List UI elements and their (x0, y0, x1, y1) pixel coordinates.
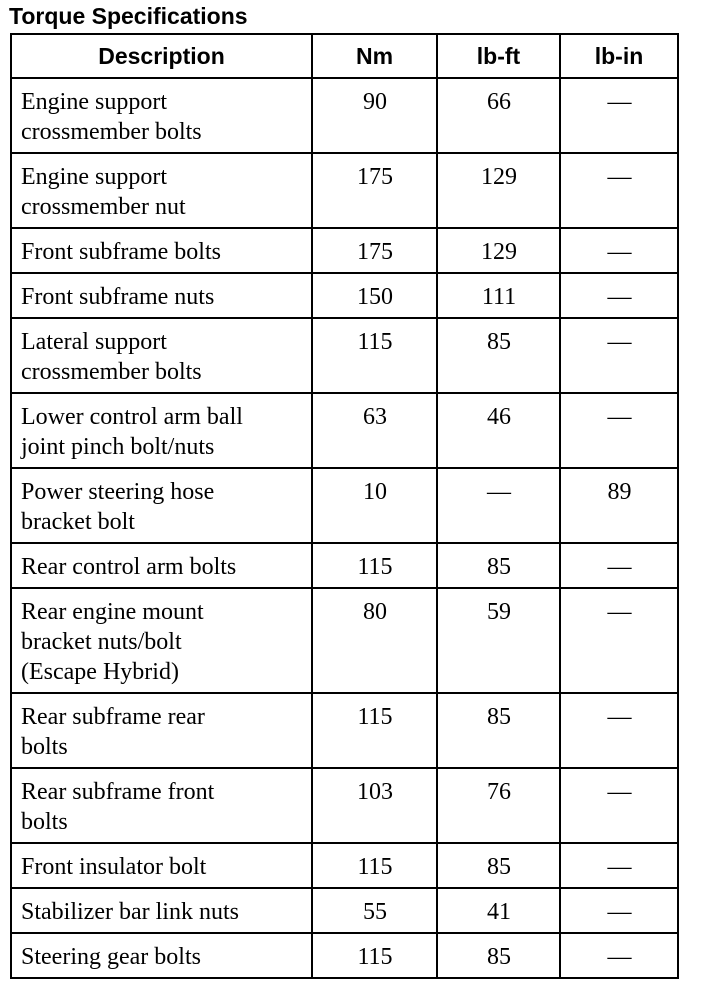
lb-ft-cell: 76 (437, 768, 560, 843)
description-line: Front subframe bolts (21, 239, 221, 265)
lb-in-cell: — (560, 588, 678, 693)
header-lb-in: lb-in (560, 34, 678, 78)
lb-ft-cell: 85 (437, 318, 560, 393)
description-line: bracket nuts/bolt (21, 629, 182, 655)
description-line: Engine support (21, 164, 167, 190)
description-line: Lower control arm ball (21, 404, 243, 430)
description-cell (11, 843, 312, 888)
table-row (11, 543, 678, 588)
table-row (11, 888, 678, 933)
nm-cell: 55 (312, 888, 437, 933)
description-line: joint pinch bolt/nuts (21, 434, 215, 460)
lb-ft-cell: 129 (437, 153, 560, 228)
nm-cell: 115 (312, 543, 437, 588)
nm-cell: 10 (312, 468, 437, 543)
header-description: Description (11, 34, 312, 78)
lb-ft-cell: 111 (437, 273, 560, 318)
table-row (11, 273, 678, 318)
lb-in-cell: — (560, 78, 678, 153)
lb-in-cell: — (560, 888, 678, 933)
table-row (11, 393, 678, 468)
description-line: Lateral support (21, 329, 167, 355)
nm-cell: 80 (312, 588, 437, 693)
lb-in-cell: — (560, 318, 678, 393)
lb-ft-cell: — (437, 468, 560, 543)
description-line: Power steering hose (21, 479, 215, 505)
table-row (11, 768, 678, 843)
description-cell (11, 468, 312, 543)
description-cell (11, 588, 312, 693)
description-cell (11, 153, 312, 228)
table-row (11, 588, 678, 693)
lb-ft-cell: 85 (437, 843, 560, 888)
description-line: Front subframe nuts (21, 284, 215, 310)
lb-ft-cell: 85 (437, 693, 560, 768)
lb-ft-cell: 46 (437, 393, 560, 468)
description-cell (11, 318, 312, 393)
description-line: bracket bolt (21, 509, 135, 535)
table-header (11, 34, 678, 78)
description-cell (11, 273, 312, 318)
description-line: Rear subframe front (21, 779, 215, 805)
description-line: crossmember bolts (21, 359, 202, 385)
description-line: Stabilizer bar link nuts (21, 899, 239, 925)
lb-ft-cell: 85 (437, 543, 560, 588)
torque-spec-table (10, 33, 679, 979)
lb-in-cell: — (560, 228, 678, 273)
description-line: Rear subframe rear (21, 704, 205, 730)
nm-cell: 115 (312, 843, 437, 888)
table-row (11, 933, 678, 978)
description-cell (11, 888, 312, 933)
description-cell (11, 933, 312, 978)
lb-in-cell: 89 (560, 468, 678, 543)
lb-ft-cell: 66 (437, 78, 560, 153)
table-body (11, 78, 678, 978)
lb-in-cell: — (560, 693, 678, 768)
description-cell (11, 228, 312, 273)
description-cell (11, 543, 312, 588)
lb-ft-cell: 129 (437, 228, 560, 273)
table-row (11, 153, 678, 228)
nm-cell: 150 (312, 273, 437, 318)
table-row (11, 843, 678, 888)
description-line: Steering gear bolts (21, 944, 201, 970)
table-row (11, 78, 678, 153)
nm-cell: 90 (312, 78, 437, 153)
page-title: Torque Specifications (9, 3, 248, 29)
nm-cell: 175 (312, 228, 437, 273)
header-row (11, 34, 678, 78)
nm-cell: 175 (312, 153, 437, 228)
table-row (11, 318, 678, 393)
header-lb-ft: lb-ft (437, 34, 560, 78)
table-row (11, 693, 678, 768)
nm-cell: 115 (312, 933, 437, 978)
nm-cell: 115 (312, 693, 437, 768)
description-line: crossmember bolts (21, 119, 202, 145)
nm-cell: 63 (312, 393, 437, 468)
table-row (11, 468, 678, 543)
lb-in-cell: — (560, 393, 678, 468)
description-line: Rear control arm bolts (21, 554, 237, 580)
description-cell (11, 693, 312, 768)
description-line: crossmember nut (21, 194, 186, 220)
lb-in-cell: — (560, 273, 678, 318)
lb-in-cell: — (560, 543, 678, 588)
description-line: (Escape Hybrid) (21, 659, 179, 685)
nm-cell: 115 (312, 318, 437, 393)
lb-in-cell: — (560, 843, 678, 888)
description-line: bolts (21, 809, 68, 835)
description-line: Rear engine mount (21, 599, 204, 625)
lb-in-cell: — (560, 153, 678, 228)
description-cell (11, 393, 312, 468)
description-cell (11, 768, 312, 843)
description-cell (11, 78, 312, 153)
description-line: bolts (21, 734, 68, 760)
nm-cell: 103 (312, 768, 437, 843)
lb-ft-cell: 59 (437, 588, 560, 693)
lb-ft-cell: 85 (437, 933, 560, 978)
lb-in-cell: — (560, 768, 678, 843)
description-line: Engine support (21, 89, 167, 115)
table-row (11, 228, 678, 273)
header-nm: Nm (312, 34, 437, 78)
lb-ft-cell: 41 (437, 888, 560, 933)
lb-in-cell: — (560, 933, 678, 978)
description-line: Front insulator bolt (21, 854, 207, 880)
